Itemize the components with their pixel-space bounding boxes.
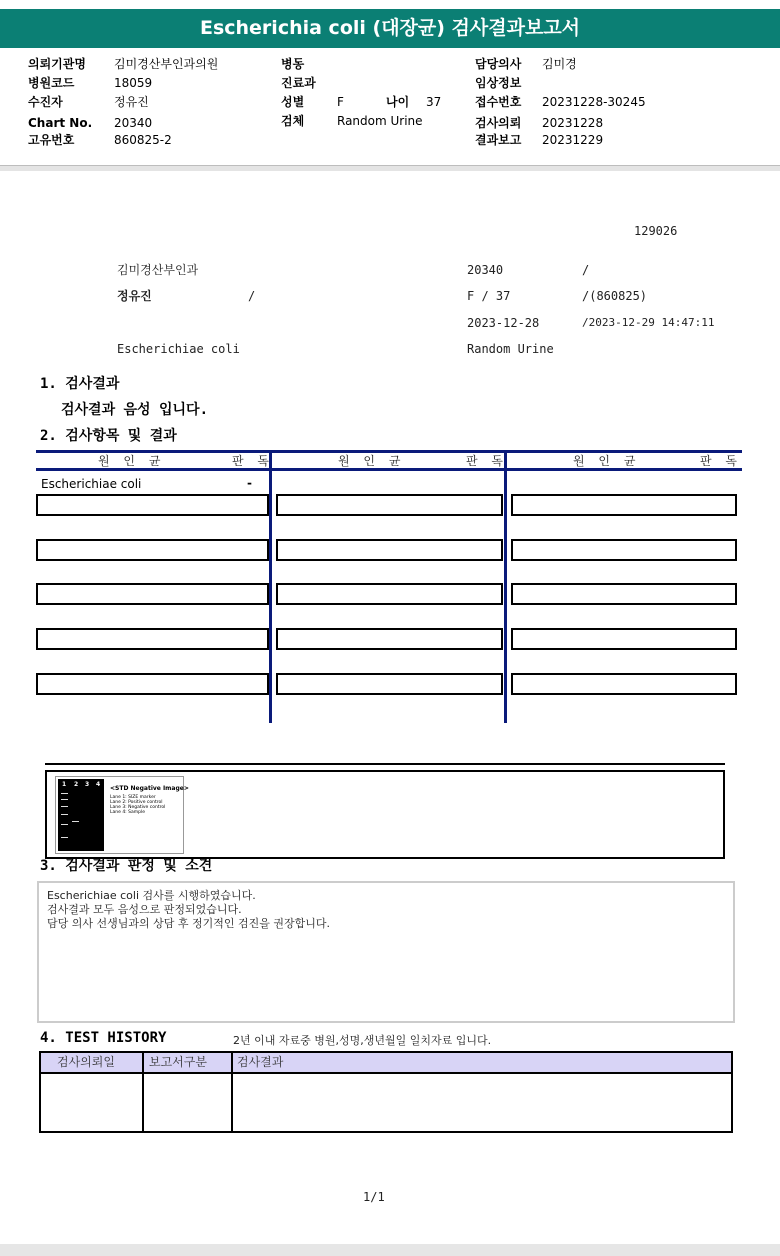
report-title: Escherichia coli (대장균) 검사결과보고서 bbox=[0, 9, 780, 48]
result-cell bbox=[511, 583, 737, 605]
gel-lanes-panel bbox=[58, 779, 104, 851]
history-col-divider bbox=[231, 1053, 233, 1131]
gel-image-frame bbox=[45, 770, 725, 859]
request-label: 검사의뢰 bbox=[475, 116, 522, 130]
result-cell bbox=[276, 583, 503, 605]
summary-slash-2: / bbox=[248, 289, 256, 303]
summary-chart: 20340 bbox=[467, 263, 504, 277]
table-top-border bbox=[36, 450, 742, 453]
result-cell bbox=[276, 673, 503, 695]
section4-note: 2년 이내 자료중 병원,성명,생년월일 일치자료 입니다. bbox=[233, 1034, 492, 1047]
receipt-value: 20231228-30245 bbox=[542, 95, 646, 109]
result-cell bbox=[36, 628, 269, 650]
section1-text: 검사결과 음성 입니다. bbox=[61, 402, 209, 418]
gel-lane-number: 4 bbox=[96, 781, 101, 788]
history-col-divider bbox=[142, 1053, 144, 1131]
summary-code: 129026 bbox=[634, 224, 678, 238]
history-col-request-date: 검사의뢰일 bbox=[57, 1055, 115, 1069]
specimen-value: Random Urine bbox=[337, 114, 423, 128]
institution-value: 김미경산부인과의원 bbox=[114, 57, 219, 71]
doctor-label: 담당의사 bbox=[475, 57, 522, 71]
gel-lane-number: 2 bbox=[74, 781, 79, 788]
bottom-bar bbox=[0, 1244, 780, 1256]
gel-title: <STD Negative Image> bbox=[110, 785, 189, 792]
opinion-line: 담당 의사 선생님과의 상담 후 정기적인 검진을 권장합니다. bbox=[47, 917, 330, 930]
receipt-label: 접수번호 bbox=[475, 95, 522, 109]
col-pathogen-1: 원 인 균 bbox=[98, 454, 166, 468]
gel-band bbox=[61, 793, 68, 794]
table-divider-2 bbox=[504, 450, 507, 723]
gel-image bbox=[55, 776, 189, 854]
result-cell bbox=[276, 628, 503, 650]
header-separator bbox=[0, 165, 780, 171]
summary-slash: / bbox=[582, 263, 590, 277]
result-cell bbox=[36, 539, 269, 561]
history-header-row bbox=[41, 1053, 731, 1074]
summary-test: Escherichiae coli bbox=[117, 342, 240, 356]
section1-title: 1. 검사결과 bbox=[40, 376, 120, 392]
result-cell bbox=[511, 673, 737, 695]
patient-label: 수진자 bbox=[28, 95, 63, 109]
report-date: 20231229 bbox=[542, 133, 604, 147]
ward-label: 병동 bbox=[281, 57, 305, 71]
result-cell bbox=[511, 628, 737, 650]
summary-patient: 정유진 bbox=[117, 289, 152, 303]
summary-clinic: 김미경산부인과 bbox=[117, 263, 199, 277]
divider-line bbox=[45, 763, 725, 765]
result-cell bbox=[276, 539, 503, 561]
gel-band bbox=[61, 806, 68, 807]
gel-legend-item: Lane 3: Negative control bbox=[110, 805, 166, 810]
doctor-value: 김미경 bbox=[542, 57, 577, 71]
col-judgment-2: 판 독 bbox=[466, 454, 508, 468]
section3-title: 3. 검사결과 판정 및 소견 bbox=[40, 858, 213, 874]
section4-title: 4. TEST HISTORY bbox=[40, 1030, 167, 1046]
history-col-result: 검사결과 bbox=[237, 1055, 284, 1069]
unique-value: 860825-2 bbox=[114, 133, 172, 147]
result-cell bbox=[276, 494, 503, 516]
result-cell bbox=[511, 539, 737, 561]
request-date: 20231228 bbox=[542, 116, 604, 130]
gel-band bbox=[61, 814, 68, 815]
page-number: 1/1 bbox=[363, 1190, 385, 1204]
gel-legend-item: Lane 1: SIZE marker bbox=[110, 795, 156, 800]
chart-label: Chart No. bbox=[28, 116, 93, 130]
history-col-report-type: 보고서구분 bbox=[149, 1055, 207, 1069]
summary-datetime: /2023-12-29 14:47:11 bbox=[582, 316, 715, 329]
result-cell bbox=[36, 583, 269, 605]
col-judgment-1: 판 독 bbox=[232, 454, 274, 468]
opinion-line: 검사결과 모두 음성으로 판정되었습니다. bbox=[47, 903, 242, 916]
summary-sex-age: F / 37 bbox=[467, 289, 511, 303]
result-row-1-value: - bbox=[247, 476, 252, 490]
gel-band bbox=[61, 837, 68, 838]
result-cell bbox=[36, 673, 269, 695]
age-label: 나이 bbox=[386, 95, 410, 109]
gel-legend-item: Lane 4: Sample bbox=[110, 810, 145, 815]
result-row-1-name: Escherichiae coli bbox=[41, 477, 142, 491]
history-table bbox=[39, 1051, 733, 1133]
gel-band bbox=[61, 824, 68, 825]
sex-value: F bbox=[337, 95, 344, 109]
summary-date: 2023-12-28 bbox=[467, 316, 540, 330]
dept-label: 진료과 bbox=[281, 76, 316, 90]
table-divider-1 bbox=[269, 450, 272, 723]
col-pathogen-3: 원 인 균 bbox=[573, 454, 641, 468]
hospital-code-label: 병원코드 bbox=[28, 76, 75, 90]
summary-specimen: Random Urine bbox=[467, 342, 554, 356]
clinical-label: 임상정보 bbox=[475, 76, 522, 90]
specimen-label: 검체 bbox=[281, 114, 305, 128]
result-cell bbox=[511, 494, 737, 516]
col-pathogen-2: 원 인 균 bbox=[338, 454, 406, 468]
sex-label: 성별 bbox=[281, 95, 305, 109]
age-value: 37 bbox=[426, 95, 442, 109]
table-header-border bbox=[36, 468, 742, 471]
chart-value: 20340 bbox=[114, 116, 153, 130]
gel-lane-number: 3 bbox=[85, 781, 90, 788]
result-cell bbox=[36, 494, 269, 516]
unique-label: 고유번호 bbox=[28, 133, 75, 147]
summary-birth: /(860825) bbox=[582, 289, 648, 303]
gel-lane-number: 1 bbox=[62, 781, 67, 788]
col-judgment-3: 판 독 bbox=[700, 454, 742, 468]
patient-value: 정유진 bbox=[114, 95, 149, 109]
institution-label: 의뢰기관명 bbox=[28, 57, 86, 71]
gel-band bbox=[72, 821, 79, 822]
section2-title: 2. 검사항목 및 결과 bbox=[40, 428, 177, 444]
opinion-line: Escherichiae coli 검사를 시행하였습니다. bbox=[47, 889, 256, 902]
hospital-code-value: 18059 bbox=[114, 76, 153, 90]
gel-legend-item: Lane 2: Positive control bbox=[110, 800, 163, 805]
report-label: 결과보고 bbox=[475, 133, 522, 147]
gel-band bbox=[61, 799, 68, 800]
opinion-box bbox=[37, 881, 735, 1023]
